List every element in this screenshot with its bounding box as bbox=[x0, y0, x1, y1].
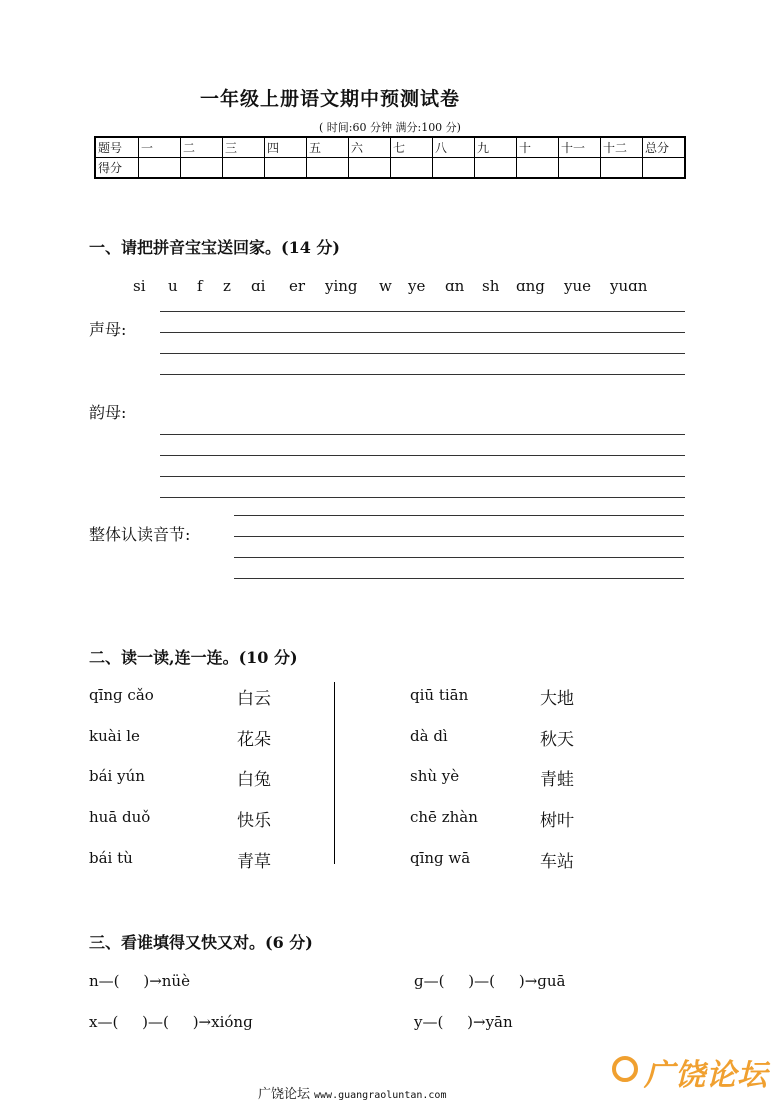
table-cell: 一 bbox=[139, 137, 181, 158]
answer-line[interactable] bbox=[160, 311, 685, 312]
score-cell[interactable] bbox=[517, 158, 559, 179]
fill-blank-item[interactable]: ɡ—( )—( )→ɡuā bbox=[414, 972, 566, 990]
pinyin-item: er bbox=[289, 277, 306, 295]
pinyin-word[interactable]: qiū tiān bbox=[410, 686, 469, 704]
fill-blank-item[interactable]: x—( )—( )→xiónɡ bbox=[89, 1013, 253, 1031]
score-cell[interactable] bbox=[349, 158, 391, 179]
logo-icon bbox=[612, 1056, 638, 1082]
exam-info: ( 时间:60 分钟 满分:100 分) bbox=[319, 121, 461, 134]
table-cell: 题号 bbox=[95, 137, 139, 158]
answer-line[interactable] bbox=[160, 374, 685, 375]
score-cell[interactable] bbox=[643, 158, 686, 179]
answer-line[interactable] bbox=[234, 557, 684, 558]
table-cell: 八 bbox=[433, 137, 475, 158]
hanzi-word[interactable]: 大地 bbox=[540, 689, 574, 709]
table-cell: 六 bbox=[349, 137, 391, 158]
section1-title: 一、请把拼音宝宝送回家。(14 分) bbox=[89, 238, 340, 257]
yunmu-label: 韵母: bbox=[89, 403, 127, 422]
fill-blank-item[interactable]: y—( )→yān bbox=[414, 1013, 513, 1031]
score-cell[interactable] bbox=[139, 158, 181, 179]
pinyin-word[interactable]: shù yè bbox=[410, 767, 460, 785]
pinyin-item: ye bbox=[408, 277, 426, 295]
pinyin-word[interactable]: chē zhàn bbox=[410, 808, 478, 826]
answer-line[interactable] bbox=[160, 497, 685, 498]
answer-line[interactable] bbox=[234, 536, 684, 537]
fill-blank-item[interactable]: n—( )→nüè bbox=[89, 972, 190, 990]
score-cell[interactable] bbox=[181, 158, 223, 179]
score-cell[interactable] bbox=[307, 158, 349, 179]
hanzi-word[interactable]: 花朵 bbox=[237, 730, 271, 750]
hanzi-word[interactable]: 秋天 bbox=[540, 730, 574, 750]
pinyin-item: ying bbox=[325, 277, 358, 295]
table-cell: 十一 bbox=[559, 137, 601, 158]
hanzi-word[interactable]: 快乐 bbox=[237, 811, 271, 831]
footer-url[interactable]: www.guangraoluntan.com bbox=[314, 1090, 447, 1101]
table-cell: 总分 bbox=[643, 137, 686, 158]
answer-line[interactable] bbox=[160, 476, 685, 477]
score-cell[interactable] bbox=[223, 158, 265, 179]
table-cell: 二 bbox=[181, 137, 223, 158]
footer bbox=[258, 1083, 446, 1102]
pinyin-word[interactable]: kuài le bbox=[89, 727, 140, 745]
pinyin-word[interactable]: qīnɡ wā bbox=[410, 849, 471, 867]
table-cell: 四 bbox=[265, 137, 307, 158]
hanzi-word[interactable]: 白云 bbox=[237, 689, 271, 709]
zhengti-label: 整体认读音节: bbox=[89, 525, 191, 544]
page-title: 一年级上册语文期中预测试卷 bbox=[199, 88, 460, 110]
score-cell[interactable] bbox=[601, 158, 643, 179]
table-cell: 得分 bbox=[95, 158, 139, 179]
footer-site-name: 广饶论坛 bbox=[258, 1087, 311, 1102]
answer-line[interactable] bbox=[160, 434, 685, 435]
section3-title: 三、看谁填得又快又对。(6 分) bbox=[89, 933, 313, 952]
pinyin-item: ɑi bbox=[251, 277, 266, 295]
hanzi-word[interactable]: 青草 bbox=[237, 852, 271, 872]
answer-line[interactable] bbox=[234, 578, 684, 579]
answer-line[interactable] bbox=[234, 515, 684, 516]
hanzi-word[interactable]: 青蛙 bbox=[540, 770, 574, 790]
table-cell: 十 bbox=[517, 137, 559, 158]
hanzi-word[interactable]: 树叶 bbox=[540, 811, 574, 831]
hanzi-word[interactable]: 白兔 bbox=[237, 770, 271, 790]
table-cell: 五 bbox=[307, 137, 349, 158]
score-cell[interactable] bbox=[391, 158, 433, 179]
pinyin-item: yuɑn bbox=[610, 277, 648, 295]
table-cell: 十二 bbox=[601, 137, 643, 158]
pinyin-word[interactable]: bái tù bbox=[89, 849, 133, 867]
pinyin-item: u bbox=[168, 277, 178, 295]
hanzi-word[interactable]: 车站 bbox=[540, 852, 574, 872]
score-table bbox=[94, 136, 686, 179]
answer-line[interactable] bbox=[160, 353, 685, 354]
table-row bbox=[95, 158, 685, 179]
site-logo: 广饶论坛 bbox=[644, 1058, 768, 1093]
section2-title: 二、读一读,连一连。(10 分) bbox=[89, 648, 298, 667]
pinyin-item: w bbox=[379, 277, 392, 295]
table-cell: 三 bbox=[223, 137, 265, 158]
table-cell: 九 bbox=[475, 137, 517, 158]
score-cell[interactable] bbox=[265, 158, 307, 179]
pinyin-word[interactable]: dà dì bbox=[410, 727, 448, 745]
pinyin-word[interactable]: huā duǒ bbox=[89, 808, 151, 826]
pinyin-item: z bbox=[223, 277, 231, 295]
answer-line[interactable] bbox=[160, 455, 685, 456]
pinyin-item: f bbox=[197, 277, 203, 295]
pinyin-word[interactable]: qīnɡ cǎo bbox=[89, 686, 154, 704]
score-cell[interactable] bbox=[475, 158, 517, 179]
divider bbox=[334, 682, 335, 864]
shengmu-label: 声母: bbox=[89, 320, 127, 339]
table-cell: 七 bbox=[391, 137, 433, 158]
score-cell[interactable] bbox=[433, 158, 475, 179]
pinyin-item: sh bbox=[482, 277, 500, 295]
pinyin-item: ɑn bbox=[445, 277, 465, 295]
pinyin-item: ɑng bbox=[516, 277, 545, 295]
pinyin-item: yue bbox=[564, 277, 592, 295]
table-row bbox=[95, 137, 685, 158]
answer-line[interactable] bbox=[160, 332, 685, 333]
pinyin-word[interactable]: bái yún bbox=[89, 767, 145, 785]
pinyin-item: si bbox=[133, 277, 146, 295]
score-cell[interactable] bbox=[559, 158, 601, 179]
